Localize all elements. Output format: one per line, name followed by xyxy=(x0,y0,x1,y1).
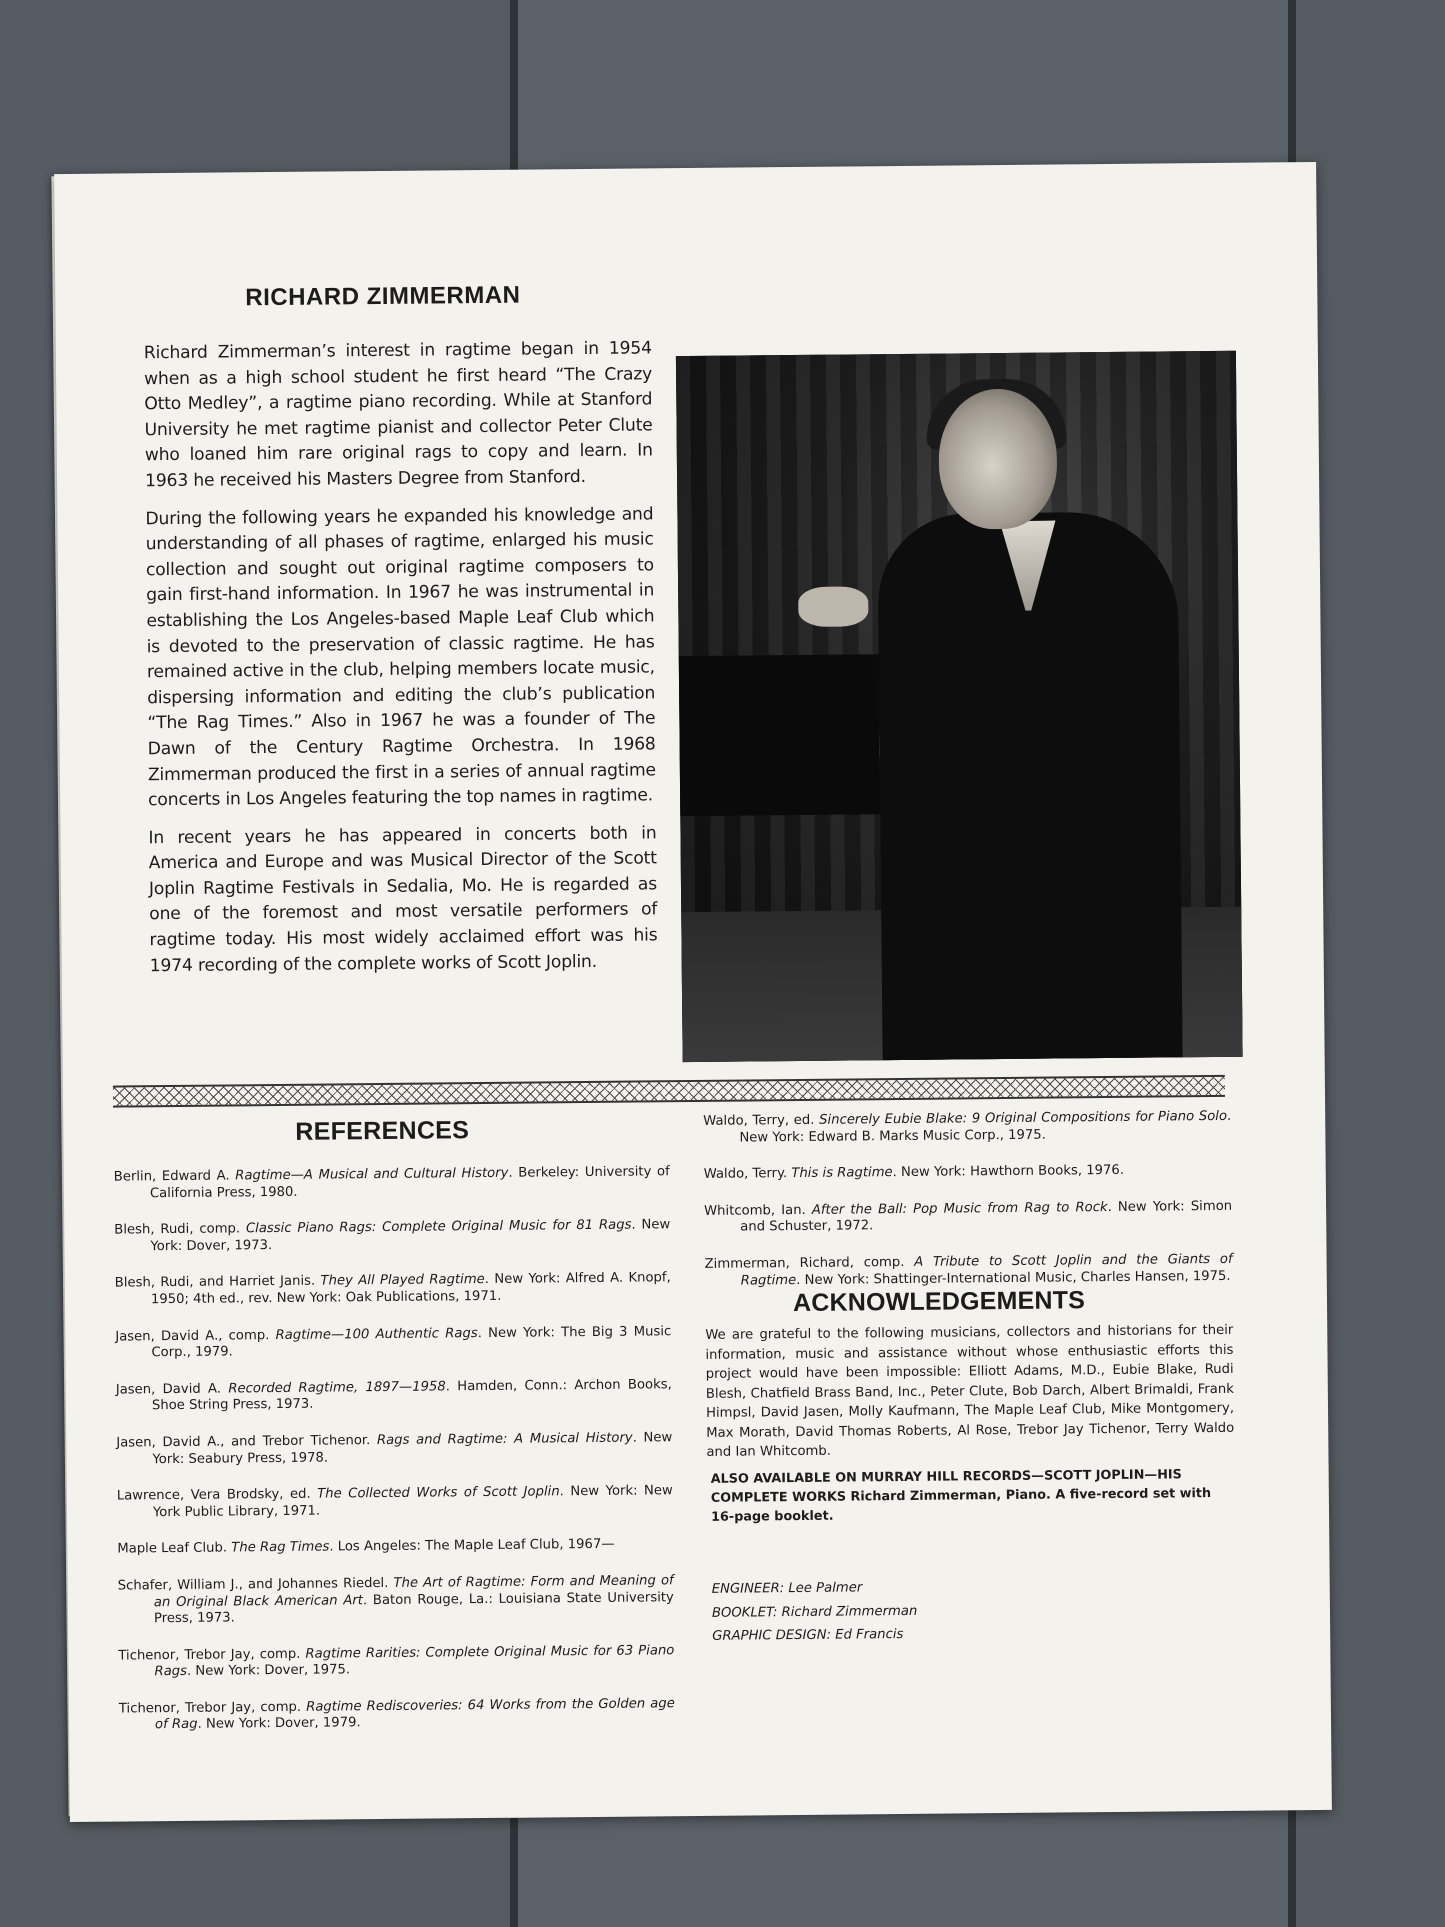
reference-entry xyxy=(118,1643,674,1682)
biography xyxy=(144,336,658,991)
reference-title: Ragtime Rarities: Complete Original Music for 63 Piano Rags xyxy=(154,1642,675,1680)
reference-entry xyxy=(705,1252,1233,1290)
reference-title: The Art of Ragtime: Form and Meaning of an Original Black American Art xyxy=(153,1573,674,1610)
references-list-right xyxy=(703,1109,1233,1310)
reference-entry xyxy=(119,1696,675,1735)
reference-title: Rags and Ragtime: A Musical History xyxy=(376,1430,633,1448)
reference-author: Waldo, Terry. xyxy=(703,1166,792,1183)
reference-entry xyxy=(118,1573,674,1628)
reference-author: Whitcomb, Ian. xyxy=(704,1202,812,1219)
acknowledgements-heading: ACKNOWLEDGEMENTS xyxy=(792,1286,1086,1318)
reference-publisher: . New York: Alfred A. Knopf, 1950; 4th ed., rev. New York: Oak Publications, 1971. xyxy=(150,1270,671,1308)
reference-entry xyxy=(704,1199,1232,1237)
reference-entry xyxy=(115,1271,671,1310)
reference-author: Berlin, Edward A. xyxy=(113,1168,236,1185)
reference-author: Blesh, Rudi, and Harriet Janis. xyxy=(114,1273,321,1291)
face xyxy=(938,388,1057,529)
credit-line: GRAPHIC DESIGN: Ed Francis xyxy=(712,1627,904,1644)
reference-publisher: . New York: Dover, 1973. xyxy=(150,1217,671,1255)
bio-paragraph: During the following years he expanded his knowledge and understanding of all phases of ragtime, enlarged his music collection and sought out original ragtime composers to gain first-hand information. In 1967 he was instrumental in establishing the Los Angeles-based Maple Leaf Club which is devoted to the preservation of classic ragtime. He has remained active in the club, helping members locate music, dispersing information and editing the club’s publication “The Rag Times.” Also in 1967 he was a founder of The Dawn of the Century Ragtime Orchestra. In 1968 Zimmerman produced the first in a series of annual ragtime concerts in Los Angeles featuring the top names in ragtime. xyxy=(145,503,656,811)
hand xyxy=(798,586,868,627)
reference-publisher: . New York: Hawthorn Books, 1976. xyxy=(892,1163,1125,1181)
reference-publisher: . New York: The Big 3 Music Corp., 1979. xyxy=(151,1323,672,1361)
ornamental-divider xyxy=(113,1075,1225,1108)
reference-publisher: . New York: Edward B. Marks Music Corp., 1975. xyxy=(739,1108,1232,1146)
reference-entry xyxy=(115,1324,671,1363)
reference-author: Tichenor, Trebor Jay, comp. xyxy=(118,1699,307,1717)
reference-author: Jasen, David A., and Trebor Tichenor. xyxy=(116,1432,378,1451)
reference-title: Ragtime—100 Authentic Rags xyxy=(275,1325,478,1343)
references-heading: REFERENCES xyxy=(295,1116,470,1146)
credit-line: BOOKLET: Richard Zimmerman xyxy=(711,1603,918,1621)
reference-author: Lawrence, Vera Brodsky, ed. xyxy=(116,1486,318,1504)
reference-title: Ragtime Rediscoveries: 64 Works from the Golden age of Rag xyxy=(154,1696,675,1733)
reference-title: After the Ball: Pop Music from Rag to Rock xyxy=(811,1199,1108,1218)
reference-title: The Collected Works of Scott Joplin xyxy=(317,1484,560,1502)
reference-publisher: . New York: Shattinger-International Music, Charles Hansen, 1975. xyxy=(796,1268,1231,1288)
reference-author: Tichenor, Trebor Jay, comp. xyxy=(118,1646,306,1664)
reference-publisher: . New York: New York Public Library, 1971. xyxy=(152,1483,673,1520)
reference-author: Schafer, William J., and Johannes Riedel. xyxy=(117,1575,394,1594)
reference-publisher: . Berkeley: University of California Press, 1980. xyxy=(149,1164,670,1201)
reference-title: Ragtime—A Musical and Cultural History xyxy=(235,1165,509,1184)
reference-title: A Tribute to Scott Joplin and the Giants of Ragtime xyxy=(740,1251,1233,1289)
reference-title: Recorded Ragtime, 1897—1958 xyxy=(228,1379,446,1397)
credit-line: ENGINEER: Lee Palmer xyxy=(711,1580,863,1597)
reference-entry xyxy=(704,1162,1232,1184)
reference-entry xyxy=(117,1483,673,1522)
bio-paragraph: In recent years he has appeared in concerts both in America and Europe and was Musical Director of the Scott Joplin Ragtime Festivals in Sedalia, Mo. He is regarded as one of the foremost and most versatile performers of ragtime today. His most widely acclaimed effort was his 1974 recording of the complete works of Scott Joplin. xyxy=(148,823,658,976)
reference-title: This is Ragtime xyxy=(791,1165,893,1182)
reference-author: Maple Leaf Club. xyxy=(117,1540,232,1557)
page-title: RICHARD ZIMMERMAN xyxy=(245,281,521,312)
portrait-photo xyxy=(676,351,1243,1062)
reference-author: Waldo, Terry, ed. xyxy=(703,1112,820,1129)
reference-author: Zimmerman, Richard, comp. xyxy=(704,1254,915,1272)
reference-title: Sincerely Eubie Blake: 9 Original Compositions for Piano Solo xyxy=(819,1108,1228,1128)
also-available-note: ALSO AVAILABLE ON MURRAY HILL RECORDS—SCOTT JOPLIN—HIS COMPLETE WORKS Richard Zimmerman, Piano. A five-record set with 16-page booklet. xyxy=(710,1467,1212,1525)
reference-entry xyxy=(114,1164,670,1203)
reference-entry xyxy=(116,1430,672,1469)
reference-entry xyxy=(703,1109,1231,1147)
reference-publisher: . New York: Dover, 1975. xyxy=(186,1662,351,1680)
reference-publisher: . Hamden, Conn.: Archon Books, Shoe String Press, 1973. xyxy=(151,1376,672,1414)
acknowledgements-text: We are grateful to the following musicians, collectors and historians for their information, music and assistance without whose enthusiastic efforts this project would have been impossible: Elliott Adams, M.D., Eubie Blake, Rudi Blesh, Chatfield Brass Band, Inc., Peter Clute, Bob Darch, Albert Brimaldi, Frank Himpsl, David Jasen, Molly Kaufmann, The Maple Leaf Club, Mike Montgomery, Max Morath, David Thomas Roberts, Al Rose, Trebor Jay Tichenor, Terry Waldo and Ian Whitcomb. xyxy=(705,1322,1235,1460)
reference-author: Jasen, David A. xyxy=(115,1381,229,1398)
reference-entry xyxy=(114,1217,670,1256)
reference-publisher: . New York: Simon and Schuster, 1972. xyxy=(740,1198,1233,1235)
reference-publisher: . Baton Rouge, La.: Louisiana State University Press, 1973. xyxy=(153,1589,674,1627)
reference-entry xyxy=(116,1377,672,1416)
reference-entry xyxy=(117,1537,673,1559)
bio-paragraph: Richard Zimmerman’s interest in ragtime began in 1954 when as a high school student he first heard “The Crazy Otto Medley”, a ragtime piano recording. While at Stanford University he met ragtime pianist and collector Peter Clute who loaned him rare original rags to copy and learn. In 1963 he received his Masters Degree from Stanford. xyxy=(143,338,653,492)
production-credits xyxy=(712,1574,1113,1648)
reference-author: Blesh, Rudi, comp. xyxy=(114,1221,246,1238)
reference-author: Jasen, David A., comp. xyxy=(115,1327,276,1345)
references-list-left xyxy=(114,1164,676,1754)
reference-publisher: . Los Angeles: The Maple Leaf Club, 1967— xyxy=(329,1537,615,1555)
reference-title: Classic Piano Rags: Complete Original Music for 81 Rags xyxy=(245,1217,632,1237)
reference-publisher: . New York: Dover, 1979. xyxy=(197,1715,361,1733)
booklet-page xyxy=(54,162,1332,1822)
reference-title: The Rag Times xyxy=(231,1539,330,1556)
reference-title: They All Played Ragtime xyxy=(320,1272,485,1289)
reference-publisher: . New York: Seabury Press, 1978. xyxy=(152,1430,673,1467)
